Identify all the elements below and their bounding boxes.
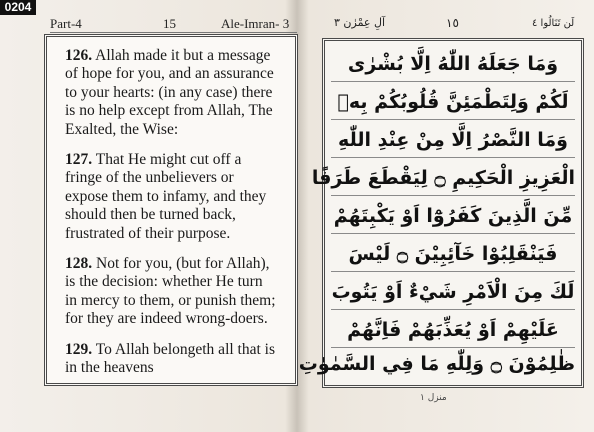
verse-number: 128. [65,255,93,273]
page-tag: 0204 [0,0,36,15]
verse-line: That He might cut off a [92,151,242,169]
arabic-frame [298,38,584,388]
arabic-footer: منزل ١ [420,393,447,403]
verse-line: to your hearts: (in any case) there [65,83,273,101]
arabic-line: الْعَزِيزِ الْحَكِيمِ ۝ لِيَقْطَعَ طَرَفًا [331,161,575,196]
arabic-juz-label: لَن تَنَالُوا ٤ [532,18,575,29]
arabic-line: لَكَ مِنَ الْاَمْرِ شَيْءٌ اَوْ يَتُوبَ [331,275,575,310]
verse-line: is the decision: whether He turn [65,273,263,291]
verse-line: To Allah belongeth all that is [92,340,276,358]
arabic-line: وَمَا جَعَلَهُ اللّٰهُ اِلَّا بُشْرٰى [331,47,575,82]
verse-127 [65,151,285,243]
verse-number: 126. [65,47,93,64]
arabic-page-number: ١٥ [446,16,459,30]
verse-line: in the heavens [65,359,154,377]
verse-number: 129. [65,340,93,358]
arabic-line: مِّنَ الَّذِينَ كَفَرُوْٓا اَوْ يَكْبِتَهُمْ [331,199,575,234]
verse-line: fringe of the unbelievers or [65,169,234,187]
verse-line: should then be turned back, [65,206,236,224]
verse-line: of hope for you, and an assurance [65,65,274,83]
verse-128 [65,255,285,329]
arabic-line: لَكُمْ وَلِتَطْمَئِنَّ قُلُوبُكُمْ بِهٖ [331,85,575,120]
verse-126 [65,47,285,139]
translation-frame [44,34,298,386]
arabic-line: فَيَنْقَلِبُوْا خَآئِبِيْنَ ۝ لَيْسَ [331,237,575,272]
verse-line: Allah made it but a message [92,47,271,64]
page-number: 15 [163,16,176,31]
surah-label: Ale-Imran- 3 [221,16,290,31]
verse-line: Not for you, (but for Allah), [92,255,270,273]
verse-line: Exalted, the Wise: [65,120,179,138]
arabic-line: وَمَا النَّصْرُ اِلَّا مِنْ عِنْدِ اللّٰهِ [331,123,575,158]
translation-text [65,47,285,390]
verse-number: 127. [65,151,93,169]
arabic-line: عَلَيْهِمْ اَوْ يُعَذِّبَهُمْ فَاِنَّهُمْ [331,313,575,348]
verse-129 [65,341,285,378]
verse-line: in mercy to them, or punish them; [65,291,276,309]
arabic-surah-label: آلِ عِمْرٰن ٣ [334,16,386,29]
header-rule [50,32,297,33]
verse-line: frustrated of their purpose. [65,224,231,242]
verse-line: expose them to infamy, and they [65,187,267,205]
part-label: Part-4 [50,16,82,31]
arabic-line: ظٰلِمُوْنَ ۝ وَلِلّٰهِ مَا فِي السَّمٰوٰتِ [298,353,575,375]
verse-line: is no help except from Allah, The [65,102,273,120]
verse-line: for they are indeed wrong-doers. [65,310,268,328]
